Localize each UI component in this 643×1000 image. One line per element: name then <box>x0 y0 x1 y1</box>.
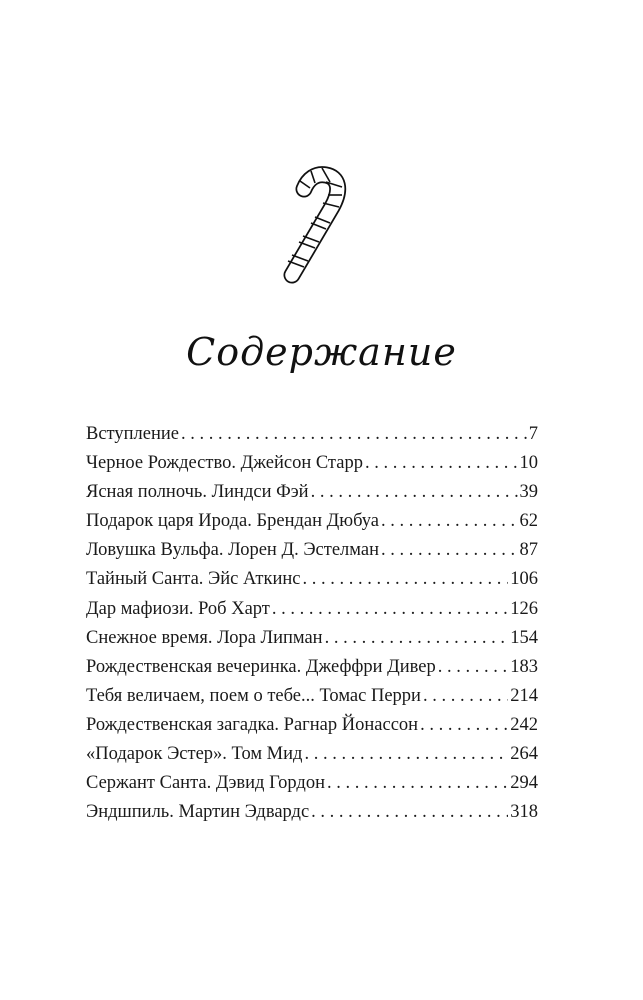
toc-entry[interactable] <box>86 628 538 657</box>
dot-leader <box>311 802 508 823</box>
toc-entry-title: «Подарок Эстер». Том Мид <box>86 744 303 765</box>
toc-entry-page: 294 <box>510 773 538 794</box>
toc-entry-page: 242 <box>510 714 538 735</box>
toc-entry[interactable] <box>86 424 538 453</box>
toc-entry-page: 87 <box>519 540 538 561</box>
toc-entry-page: 62 <box>519 511 538 532</box>
toc-entry[interactable] <box>86 482 538 511</box>
toc-entry[interactable] <box>86 744 538 773</box>
toc-entry[interactable] <box>86 569 538 598</box>
toc-entry-page: 10 <box>519 453 538 474</box>
toc-entry-title: Тебя величаем, поем о тебе... Томас Перри <box>86 685 421 706</box>
toc-entry-title: Рождественская загадка. Рагнар Йонассон <box>86 714 419 735</box>
toc-entry-page: 39 <box>519 482 538 503</box>
toc-entry[interactable] <box>86 686 538 715</box>
toc-entry-title: Эндшпиль. Мартин Эдвардс <box>86 802 310 823</box>
dot-leader <box>327 773 508 794</box>
dot-leader <box>272 599 508 620</box>
dot-leader <box>381 540 518 561</box>
dot-leader <box>181 424 527 445</box>
toc-entry-title: Сержант Санта. Дэвид Гордон <box>86 773 325 794</box>
toc-entry[interactable] <box>86 511 538 540</box>
toc-entry-page: 154 <box>510 627 538 648</box>
dot-leader <box>365 453 518 474</box>
toc-entry[interactable] <box>86 453 538 482</box>
toc-entry-title: Ловушка Вульфа. Лорен Д. Эстелман <box>86 540 379 561</box>
toc-entry[interactable] <box>86 773 538 802</box>
toc-entry-page: 264 <box>510 744 538 765</box>
toc-entry[interactable] <box>86 657 538 686</box>
toc-entry-page: 126 <box>510 598 538 619</box>
toc-entry-page: 318 <box>510 802 538 823</box>
toc-entry-title: Черное Рождество. Джейсон Старр <box>86 453 363 474</box>
toc-entry-title: Ясная полночь. Линдси Фэй <box>86 482 309 503</box>
dot-leader <box>325 628 509 649</box>
table-of-contents <box>86 424 538 831</box>
toc-entry[interactable] <box>86 802 538 831</box>
toc-entry-page: 214 <box>510 685 538 706</box>
dot-leader <box>438 657 509 678</box>
toc-entry-page: 106 <box>510 569 538 590</box>
toc-entry-page: 183 <box>510 656 538 677</box>
dot-leader <box>303 569 509 590</box>
toc-entry-title: Дар мафиози. Роб Харт <box>86 598 270 619</box>
dot-leader <box>423 686 508 707</box>
dot-leader <box>381 511 517 532</box>
toc-entry-title: Вступление <box>86 424 179 444</box>
candy-cane-icon <box>268 163 364 288</box>
toc-entry[interactable] <box>86 540 538 569</box>
toc-entry-title: Рождественская вечеринка. Джеффри Дивер <box>86 656 436 677</box>
toc-entry-title: Тайный Санта. Эйс Аткинс <box>86 569 301 590</box>
dot-leader <box>420 715 508 736</box>
dot-leader <box>304 744 508 765</box>
toc-entry-page: 7 <box>528 424 538 444</box>
toc-entry-title: Снежное время. Лора Липман <box>86 627 323 648</box>
toc-entry[interactable] <box>86 715 538 744</box>
toc-entry-title: Подарок царя Ирода. Брендан Дюбуа <box>86 511 380 532</box>
toc-entry[interactable] <box>86 599 538 628</box>
page-title: Содержание <box>186 330 457 374</box>
dot-leader <box>311 482 518 503</box>
